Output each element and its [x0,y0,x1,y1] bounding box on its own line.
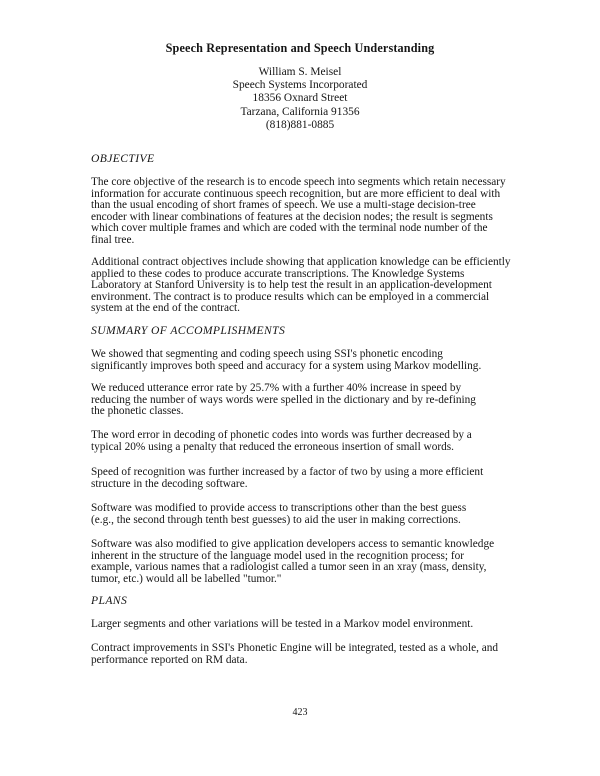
text-line: performance reported on RM data. [91,653,248,666]
summary-paragraph-2 [91,383,523,418]
author-name: William S. Meisel [258,66,342,78]
author-city: Tarzana, California 91356 [240,105,360,118]
text-line: Software was modified to provide access to transcriptions other than the best guess [91,502,467,514]
text-line: encoder with linear combinations of features at the decision nodes; the result is segments [91,210,493,223]
text-line: information for accurate continuous speech recognition, but are more efficient to deal with [91,187,501,200]
summary-paragraph-3 [91,430,523,453]
author-company: Speech Systems Incorporated [232,79,368,92]
text-line: We showed that segmenting and coding speech using SSI's phonetic encoding [91,348,443,360]
text-line: (e.g., the second through tenth best guesses) to aid the user in making corrections. [91,513,461,526]
summary-heading: SUMMARY OF ACCOMPLISHMENTS [91,324,286,337]
text-line: typical 20% using a penalty that reduced the erroneous insertion of small words. [91,440,454,453]
paper-title: Speech Representation and Speech Understanding [165,41,435,55]
text-line: We reduced utterance error rate by 25.7% with a further 40% increase in speed by [91,382,462,394]
objective-paragraph-2 [91,257,523,315]
summary-paragraph-6 [91,539,523,585]
text-line: structure in the decoding software. [91,477,248,490]
text-line: example, various names that a radiologist called a tumor seen in an xray (mass, density, [91,561,487,574]
plans-heading: PLANS [91,594,128,607]
author-street: 18356 Oxnard Street [252,92,348,105]
text-line: applied to these codes to produce accurate transcriptions. The Knowledge Systems [91,267,465,280]
text-line: Larger segments and other variations will be tested in a Markov model environment. [91,618,474,630]
text-line: system at the end of the contract. [91,302,241,315]
text-line: than the usual encoding of short frames of speech. We use a multi-stage decision-tree [91,199,476,212]
plans-paragraph-2 [91,643,523,666]
text-line: the phonetic classes. [91,405,184,418]
text-line: reducing the number of ways words were spelled in the dictionary and by re-defining [91,393,476,406]
summary-paragraph-4 [91,467,523,490]
text-line: Software was also modified to give application developers access to semantic knowledge [91,538,495,550]
text-line: The core objective of the research is to encode speech into segments which retain necessary [91,176,506,188]
text-line: Laboratory at Stanford University is to help test the result in an application-development [91,279,492,292]
text-line: final tree. [91,233,135,246]
text-line: The word error in decoding of phonetic codes into words was further decreased by a [91,429,472,441]
text-line: Speed of recognition was further increased by a factor of two by using a more efficient [91,466,484,478]
text-line: Additional contract objectives include showing that application knowledge can be efficiently [91,256,511,268]
text-line: environment. The contract is to produce results which can be employed in a commercial [91,290,490,303]
text-line: tumor, etc.) would all be labelled "tumor." [91,572,282,585]
text-line: inherent in the structure of the language model used in the recognition process; for [91,549,464,562]
summary-paragraph-1 [91,349,523,372]
text-line: Contract improvements in SSI's Phonetic Engine will be integrated, tested as a whole, and [91,642,499,654]
summary-paragraph-5 [91,503,523,526]
objective-heading: OBJECTIVE [91,152,155,165]
plans-paragraph-1 [91,619,523,631]
text-line: significantly improves both speed and accuracy for a system using Markov modelling. [91,359,482,372]
text-line: which cover multiple frames and which are coded with the terminal node number of the [91,222,488,235]
author-phone: (818)881-0885 [265,118,335,131]
page-number: 423 [292,707,308,718]
objective-paragraph-1 [91,177,523,247]
author-block [0,66,600,132]
